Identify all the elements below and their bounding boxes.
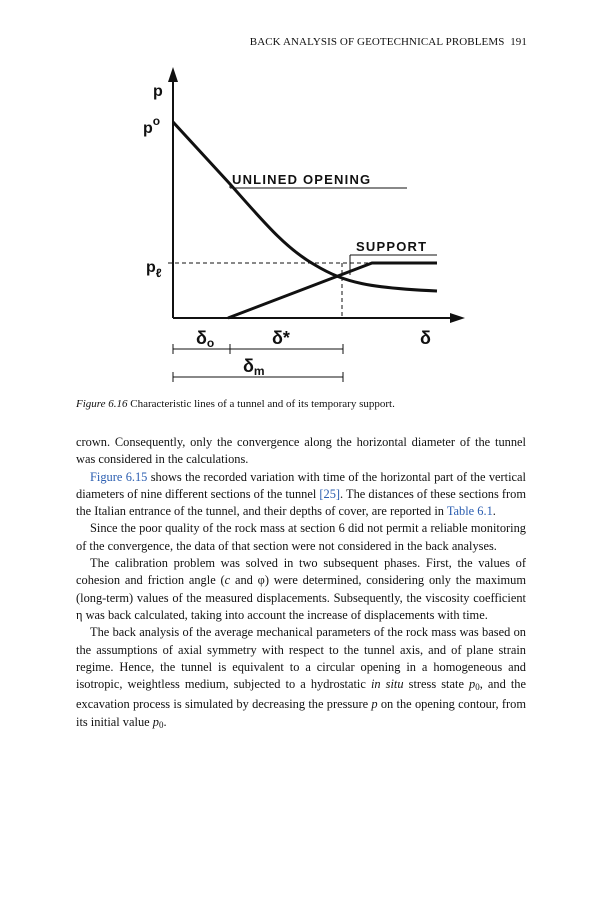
x-axis-arrow	[450, 313, 465, 323]
figure-caption	[76, 398, 536, 410]
y-axis-arrow	[168, 67, 178, 82]
p0-label: $p^o$	[143, 114, 161, 137]
caption-text: Characteristic lines of a tunnel and of its temporary support.	[127, 398, 395, 410]
support-label: SUPPORT	[356, 239, 428, 254]
table-reference-link[interactable]: Table 6.1	[446, 504, 493, 519]
paragraph-5: The back analysis of the average mechanical parameters of the rock mass was based on the assumptions of axial symmetry with respect to the tunnel axis, and of plane strain regime. Hence, the tunnel is equivalent to a circular opening in a homogeneous and isotropic, weightless medium, subjected to a hydrostatic in situ stress state $p_0$, and the excavation process is simulated by decreasing the pressure p on the opening contour, from its initial value $p_0$.	[76, 625, 526, 730]
paragraph-1: crown. Consequently, only the convergence along the horizontal diameter of the tunnel was considered in the calculations.	[76, 435, 526, 467]
figure-reference-link[interactable]: Figure 6.15	[90, 469, 148, 484]
unlined-opening-label: UNLINED OPENING	[232, 172, 372, 187]
x-axis-label: δ	[420, 328, 431, 348]
delta0-label: δo	[196, 328, 215, 350]
body-text	[76, 434, 526, 734]
bibliography-reference-link[interactable]: [25]	[319, 486, 341, 501]
unlined-opening-curve	[173, 122, 437, 291]
y-axis-label: p	[153, 83, 163, 100]
delta-m-label: δm	[243, 356, 265, 378]
paragraph-4: The calibration problem was solved in two subsequent phases. First, the values of cohesion and friction angle (c and φ) were determined, considering only the maximum (long-term) values of the measured displacements. Subsequently, the viscosity coefficient η was back calculated, taking into account the increase of displacements with time.	[76, 556, 526, 622]
pl-label: $p_\ell$	[146, 259, 162, 280]
page-number: 191	[510, 36, 527, 48]
delta-star-label: δ*	[272, 328, 290, 348]
running-title: BACK ANALYSIS OF GEOTECHNICAL PROBLEMS	[249, 36, 505, 48]
caption-number: Figure 6.16	[76, 398, 128, 410]
paragraph-3: Since the poor quality of the rock mass at section 6 did not permit a reliable monitoring of the convergence, the data of that section were not considered in the back analyses.	[76, 521, 526, 553]
characteristic-lines-figure	[0, 0, 600, 400]
paragraph-2: Figure 6.15 shows the recorded variation with time of the horizontal part of the vertical diameters of nine different sections of the tunnel [25]. The distances of these sections from the Italian entrance of the tunnel, and their depths of cover, are reported in Table 6.1.	[76, 469, 526, 519]
